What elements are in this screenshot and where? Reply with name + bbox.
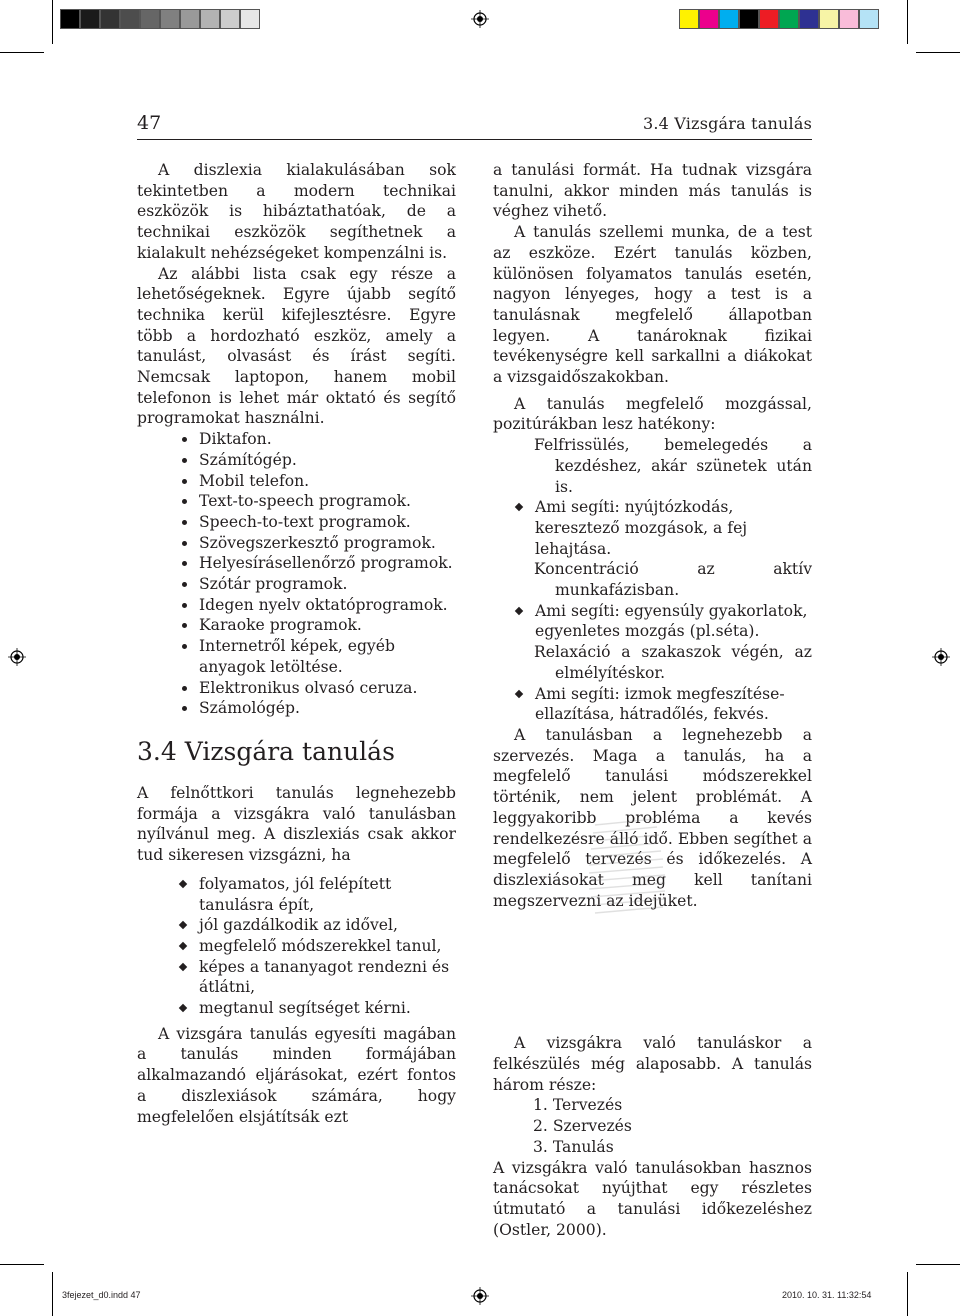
- registration-mark-icon: [471, 1287, 489, 1305]
- page-number: 47: [137, 112, 162, 134]
- list-item: Diktafon.: [174, 429, 456, 450]
- paragraph: a tanulási formát. Ha tudnak vizsgára tanulni, akkor minden más tanulás is véghez vihető.: [493, 161, 812, 221]
- crop-mark: [0, 52, 44, 53]
- file-slug: 3fejezet_d0.indd 47: [62, 1290, 141, 1300]
- list-item: Számológép.: [174, 698, 456, 719]
- paragraph: A tanulás megfelelő mozgással, pozitúrákban lesz hatékony:: [493, 394, 812, 434]
- paragraph: A tanulás szellemi munka, de a test az eszköze. Ezért tanulás közben, különösen folyamatos tanulás esetén, nagyon lényeges, hogy a test is a tanulásnak megfelelő állapotban legyen. A tanároknak fizikai tevékenységre kell sarkallni a diákokat a vizsgaidőszakokban.: [493, 223, 812, 387]
- print-timestamp: 2010. 10. 31. 11:32:54: [782, 1290, 872, 1300]
- paragraph: A felnőttkori tanulás legnehezebb formája a vizsgákra való tanulásban nyílvánul meg. A diszlexiás csak akkor tud sikeresen vizsgázni, ha: [137, 783, 456, 865]
- list-item: Karaoke programok.: [174, 615, 456, 636]
- phase-bullet-list: [493, 684, 812, 725]
- crop-mark: [907, 1272, 908, 1316]
- phase-item: Koncentráció az aktív munkafázisban.: [534, 560, 812, 600]
- section-title: 3.4 Vizsgára tanulás: [137, 736, 395, 766]
- list-item: Idegen nyelv oktatóprogramok.: [174, 595, 456, 616]
- faded-document-image: [585, 815, 675, 925]
- running-head: 3.4 Vizsgára tanulás: [642, 114, 812, 133]
- list-item: Text-to-speech programok.: [174, 491, 456, 512]
- list-item: Speech-to-text programok.: [174, 512, 456, 533]
- conditions-list: [137, 874, 456, 1019]
- right-column: [493, 160, 812, 1240]
- registration-mark-icon: [471, 10, 489, 28]
- paragraph: A diszlexia kialakulásában sok tekintetben a modern technikai eszközök is hibáztathatóak, de a technikai eszközök segíthetnek a kialakult nehézségeket kompenzálni is.: [137, 161, 456, 262]
- list-item: Ami segíti: egyensúly gyakorlatok, egyenletes mozgás (pl.séta).: [513, 601, 812, 642]
- crop-mark: [907, 0, 908, 44]
- list-item: 1. Tervezés: [533, 1096, 623, 1115]
- header-rule: [137, 139, 812, 140]
- steps-list: [493, 1095, 812, 1157]
- paragraph: A vizsgára tanulás egyesíti magában a tanulás minden formájában alkalmazandó eljárásokat, ezért fontos a diszlexiások számára, hogy megfelelően elsjátítsák ezt: [137, 1024, 456, 1126]
- list-item: Szótár programok.: [174, 574, 456, 595]
- paragraph: A vizsgákra való tanuláskor a felkészülés még alaposabb. A tanulás három része:: [493, 1034, 812, 1094]
- list-item: Elektronikus olvasó ceruza.: [174, 678, 456, 699]
- crop-mark: [52, 1272, 53, 1316]
- list-item: Mobil telefon.: [174, 471, 456, 492]
- list-item: 2. Szervezés: [533, 1117, 632, 1136]
- paragraph: Az alábbi lista csak egy része a lehetőségeknek. Egyre újabb segítő technika kerül kifejlesztésre. Egyre több a hordozható eszköz, amely a tanulást, olvasást és írást segíti. Nemcsak laptopon, hanem mobil telefonon is lehet már oktató és segítő programokat használni.: [137, 264, 456, 428]
- grayscale-color-bar: [60, 9, 260, 29]
- crop-mark: [916, 1264, 960, 1265]
- crop-mark: [0, 1264, 44, 1265]
- list-item: folyamatos, jól felépített tanulásra épít,: [174, 874, 456, 915]
- phase-bullet-list: [493, 601, 812, 642]
- phase-item: Relaxáció a szakaszok végén, az elmélyítéskor.: [534, 643, 812, 682]
- left-column: [137, 160, 456, 1127]
- list-item: képes a tananyagot rendezni és átlátni,: [174, 957, 456, 998]
- phase-item: Felfrissülés, bemelegedés a kezdéshez, akár szünetek után is.: [534, 436, 812, 496]
- list-item: Számítógép.: [174, 450, 456, 471]
- paragraph: A tanulásban a legnehezebb a szervezés. Maga a tanulás, ha a megfelelő tanulási módszerekkel történik, nem jelent problémát. A leggyakoribb probléma a kevés rendelkezésre álló idő. Ebben segíthet a megfelelő tervezés és időkezelés. A diszlexiásokat meg kell tanítani megszervezni az idejüket.: [493, 725, 812, 910]
- list-item: 3. Tanulás: [533, 1137, 614, 1156]
- registration-mark-icon: [932, 648, 950, 666]
- list-item: megfelelő módszerekkel tanul,: [174, 936, 456, 957]
- crop-mark: [52, 0, 53, 44]
- crop-mark: [916, 52, 960, 53]
- list-item: megtanul segítséget kérni.: [174, 998, 456, 1019]
- paragraph: A vizsgákra való tanulásokban hasznos tanácsokat nyújthat egy részletes útmutató a tanulási időkezeléshez (Ostler, 2000).: [493, 1158, 812, 1239]
- list-item: jól gazdálkodik az idővel,: [174, 915, 456, 936]
- tools-list: [137, 429, 456, 719]
- phase-bullet-list: [493, 497, 812, 559]
- cmyk-color-bar: [679, 9, 879, 29]
- list-item: Ami segíti: nyújtózkodás, keresztező mozgások, a fej lehajtása.: [513, 497, 812, 559]
- image-placeholder-space: [493, 911, 812, 1033]
- list-item: Szövegszerkesztő programok.: [174, 533, 456, 554]
- list-item: Internetről képek, egyéb anyagok letöltése.: [174, 636, 456, 677]
- list-item: Ami segíti: izmok megfeszítése-ellazítása, hátradőlés, fekvés.: [513, 684, 812, 725]
- list-item: Helyesírásellenőrző programok.: [174, 553, 456, 574]
- registration-mark-icon: [8, 648, 26, 666]
